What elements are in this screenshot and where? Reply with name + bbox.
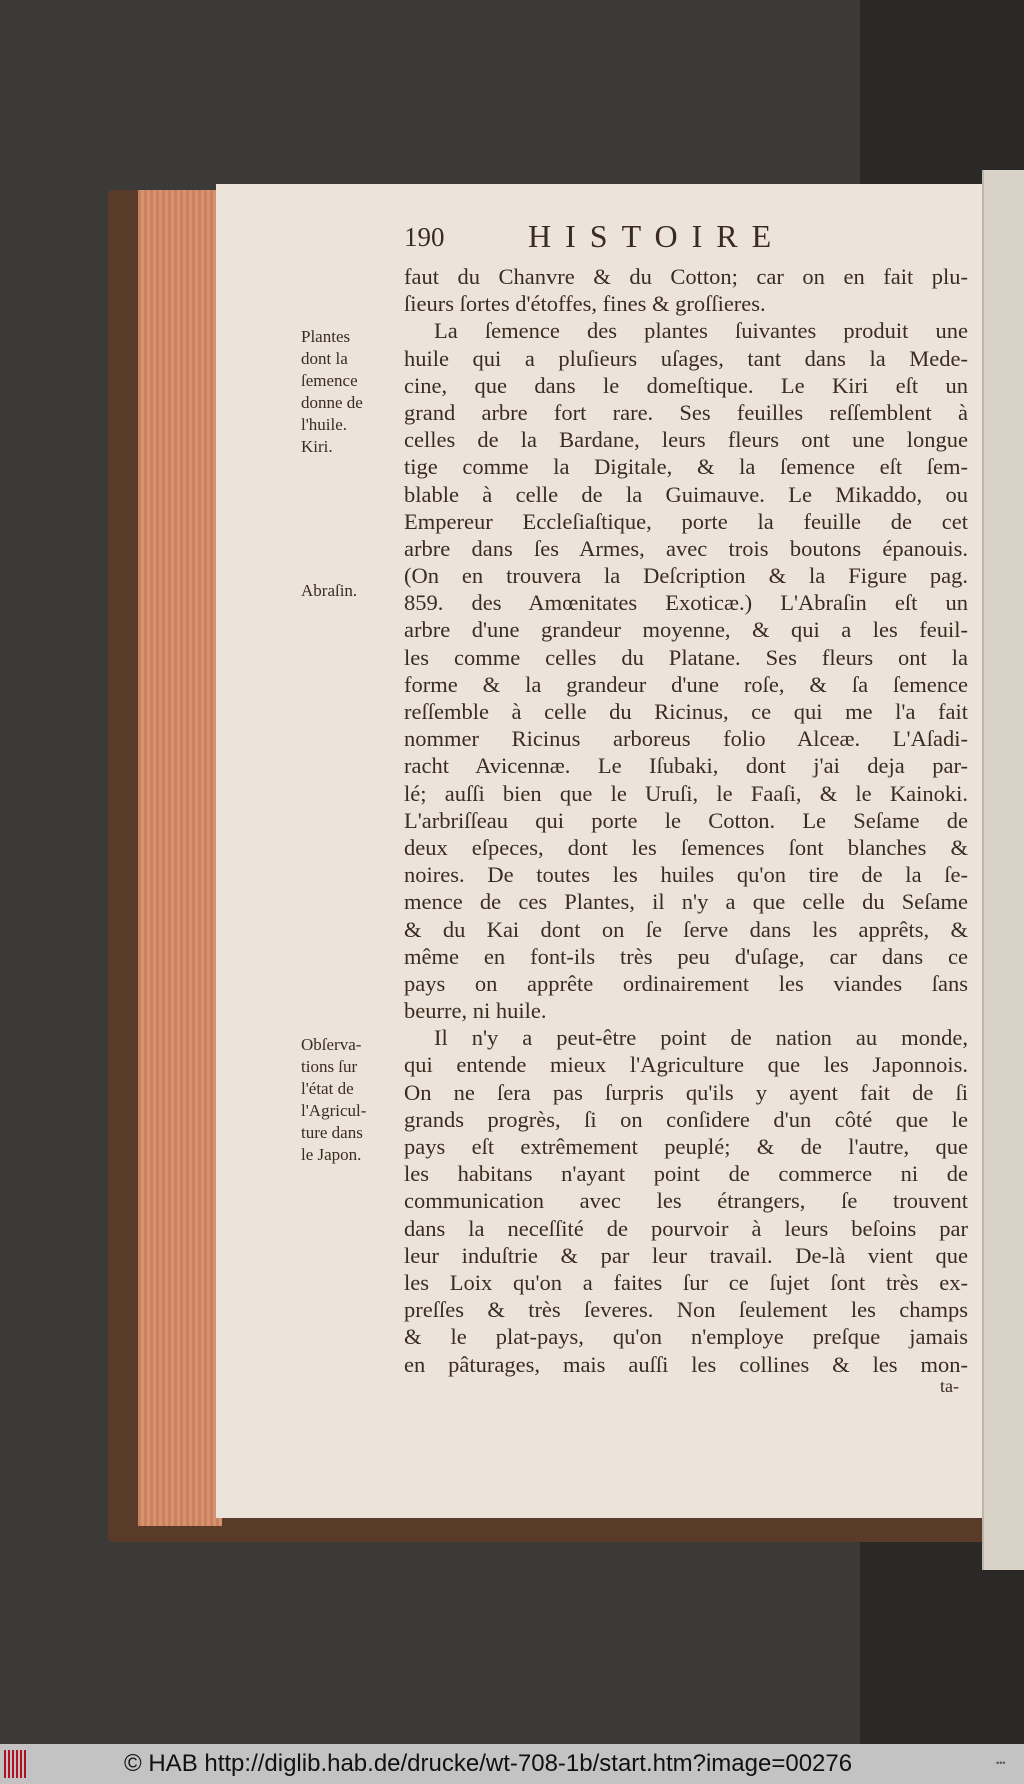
text-line: Il n'y a peut-être point de nation au monde, — [434, 1025, 968, 1051]
text-line: blable à celle de la Guimauve. Le Mikaddo, ou — [404, 481, 968, 507]
text-line: noires. De toutes les huiles qu'on tire de la ſe- — [404, 862, 968, 888]
text-line: même en font-ils très peu d'uſage, car dans ce — [404, 943, 968, 969]
footer-copyright-link[interactable]: © HAB http://diglib.hab.de/drucke/wt-708-1b/start.htm?image=00276 — [124, 1750, 853, 1777]
text-line: reſſemble à celle du Ricinus, ce qui me l'a fait — [404, 699, 968, 724]
text-line: cine, que dans le domeſtique. Le Kiri eſt un — [404, 372, 968, 398]
text-line: dans la neceſſité de pourvoir à leurs beſoins par — [404, 1215, 968, 1241]
running-title: HISTOIRE — [528, 218, 786, 254]
page-number: 190 — [404, 222, 445, 252]
text-line: preſſes & très ſeveres. Non ſeulement les champs — [404, 1297, 968, 1323]
text-line: On ne ſera pas ſurpris qu'ils y ayent fait de ſi — [404, 1079, 968, 1105]
text-line: (On en trouvera la Deſcription & la Figure pag. — [404, 563, 968, 589]
text-line: mence de ces Plantes, il n'y a que celle du Seſame — [404, 889, 968, 915]
text-line: arbre d'une grandeur moyenne, & qui a les feuil- — [404, 617, 968, 643]
text-line: grand arbre fort rare. Ses feuilles reſſemblent à — [404, 399, 968, 425]
text-line: tige comme la Digitale, & la ſemence eſt ſem- — [404, 454, 968, 480]
text-line: arbre dans ſes Armes, avec trois boutons épanouis. — [404, 535, 968, 561]
text-line: huile qui a pluſieurs uſages, tant dans la Mede- — [404, 345, 968, 371]
footer-bar — [0, 1744, 1024, 1784]
text-line: pays on apprête ordinairement les viandes ſans — [404, 970, 968, 996]
hab-logo-icon — [4, 1750, 26, 1778]
text-line: & le plat-pays, qu'on n'employe preſque jamais — [404, 1324, 968, 1350]
text-line: faut du Chanvre & du Cotton; car on en fait plu- — [404, 264, 968, 289]
text-line: 859. des Amœnitates Exoticæ.) L'Abraſin eſt un — [404, 590, 968, 616]
text-line: celles de la Bardane, leurs fleurs ont une longue — [404, 427, 968, 453]
text-line: nommer Ricinus arboreus folio Alceæ. L'Aſadi- — [404, 726, 968, 752]
text-line: les comme celles du Platane. Ses fleurs ont la — [404, 644, 968, 670]
text-line: qui entende mieux l'Agriculture que les Japonnois. — [404, 1052, 968, 1078]
body-text — [404, 263, 968, 1378]
text-line: leur induſtrie & par leur travail. De-là vient que — [404, 1242, 968, 1268]
page-fore-edge — [138, 190, 222, 1526]
facing-page-edge — [982, 170, 1024, 1570]
text-line: communication avec les étrangers, ſe trouvent — [404, 1188, 968, 1214]
text-line: les habitans n'ayant point de commerce ni de — [404, 1161, 968, 1187]
margin-note-plantes: Plantes dont la ſemence donne de l'huile. Kiri. — [301, 327, 363, 456]
text-line: grands progrès, ſi on conſidere d'un côté que le — [404, 1106, 968, 1132]
text-line: lé; auſſi bien que le Uruſi, le Faaſi, & le Kainoki. — [404, 780, 968, 806]
text-line: en pâturages, mais auſſi les collines & les mon- — [404, 1351, 968, 1377]
text-line: racht Avicennæ. Le Iſubaki, dont j'ai deja par- — [404, 753, 968, 779]
text-line: & du Kai dont on ſe ſerve dans les apprêts, & — [404, 916, 968, 942]
text-line: L'arbriſſeau qui porte le Cotton. Le Seſame de — [404, 807, 968, 833]
footer-dots: ••• — [996, 1758, 1006, 1768]
text-line: Empereur Eccleſiaſtique, porte la feuille de cet — [404, 508, 968, 534]
catchword: ta- — [940, 1376, 959, 1396]
text-line: ſieurs ſortes d'étoffes, fines & groſſieres. — [404, 291, 766, 317]
text-line: La ſemence des plantes ſuivantes produit une — [434, 318, 968, 344]
text-line: deux eſpeces, dont les ſemences ſont blanches & — [404, 834, 968, 860]
text-line: pays eſt extrêmement peuplé; & de l'autre, que — [404, 1134, 968, 1159]
text-line: beurre, ni huile. — [404, 998, 547, 1024]
margin-note-abrasin: Abraſin. — [301, 581, 358, 600]
text-line: les Loix qu'on a faites ſur ce ſujet ſont très ex- — [404, 1269, 968, 1295]
margin-note-agriculture: Obſerva- tions ſur l'état de l'Agricul- ture dans le Japon. — [301, 1035, 367, 1164]
text-line: forme & la grandeur d'une roſe, & ſa ſemence — [404, 671, 968, 697]
